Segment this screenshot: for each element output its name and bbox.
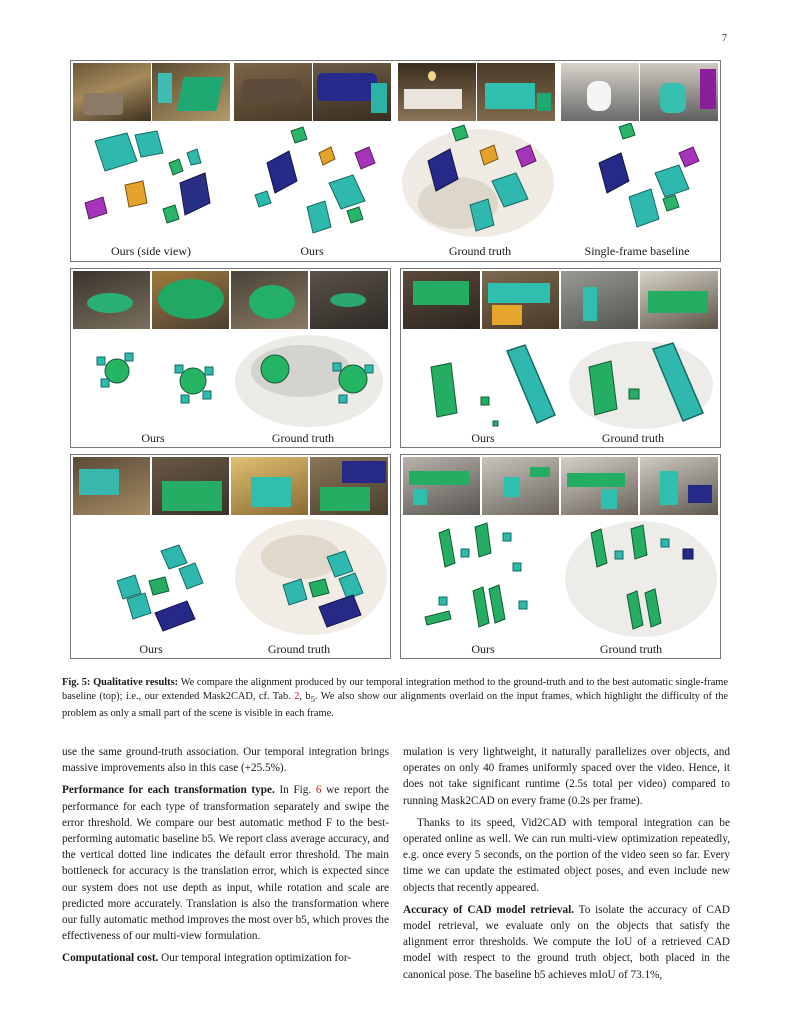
- input-frame-photo: [73, 457, 150, 515]
- table-reference-link[interactable]: 2: [294, 691, 300, 703]
- input-frame-photo: [561, 457, 638, 515]
- panel-label: Ours: [471, 642, 495, 656]
- input-frame-photo: [231, 271, 308, 329]
- panel-label: Ours: [141, 431, 165, 445]
- input-frame-photo: [152, 457, 229, 515]
- caption-text: , b: [299, 691, 311, 703]
- panel-label: Ground truth: [601, 431, 665, 445]
- input-frame-photo: [152, 271, 229, 329]
- paragraph-text: In Fig.: [274, 784, 316, 797]
- panel-label: Ours: [471, 431, 495, 445]
- paragraph-text: we report the performance for each type of transformation separately and swipe the error threshold. We compare our best automatic method F to the best-performing automatic baseline b5. We report class average accuracy, and the vertical dotted line indicates the default error threshold. The main bottleneck for accuracy is the translation error, which is expected since our system does not use depth as input, while rotation and scale are predicted more accurately. Translation is also the transformation where our fully automatic method improves the most over b5, which proves the effectiveness of our multi-view formulation.: [62, 784, 389, 943]
- reconstruction-render: [409, 519, 559, 639]
- figure-panel-top: [70, 60, 721, 262]
- page-number: 7: [722, 33, 727, 44]
- input-frame-photo: [313, 63, 391, 121]
- paragraph-text: Our temporal integration optimization for-: [158, 952, 352, 965]
- input-frame-photo: [482, 271, 559, 329]
- reconstruction-render: [398, 123, 558, 241]
- paragraph-text: To isolate the accuracy of CAD model retrieval, we evaluate only on the objects that satisfy the alignment error thresholds. We compute the IoU of a retrieved CAD model with respect to the ground truth object, both placed in the canonical pose. The baseline b5 achieves mIoU of 73.1%,: [403, 903, 731, 981]
- input-frame-photo: [231, 457, 308, 515]
- input-frame-photo: [73, 271, 150, 329]
- panel-label: Ground truth: [599, 642, 663, 656]
- paragraph: mulation is very lightweight, it naturally parallelizes over objects, and operates on only 40 frames uniformly spaced over the video. Hence, it does not take significant runtime (2.5s total per video) compared to running Mask2CAD on every frame (0.2s per frame).: [403, 746, 730, 807]
- reconstruction-render: [561, 517, 717, 641]
- input-frame-photo: [234, 63, 312, 121]
- panel-label: Ground truth: [448, 244, 512, 258]
- input-frame-photo: [310, 271, 388, 329]
- body-column-right: [403, 744, 730, 989]
- paragraph-heading: Computational cost.: [62, 952, 159, 965]
- input-frame-photo: [477, 63, 555, 121]
- paragraph: [62, 950, 389, 966]
- reconstruction-render: [75, 331, 225, 435]
- panel-label: Ours: [300, 244, 324, 258]
- body-column-left: [62, 744, 389, 973]
- panel-label: Ground truth: [271, 431, 335, 445]
- panel-label: Ours: [139, 642, 163, 656]
- reconstruction-render: [237, 123, 397, 241]
- panel-label: Ours (side view): [111, 244, 191, 258]
- input-frame-photo: [640, 457, 718, 515]
- paragraph: [403, 902, 730, 983]
- figure-panel-bottom-left: [70, 454, 391, 659]
- paragraph: [62, 782, 389, 944]
- input-frame-photo: [561, 271, 638, 329]
- input-frame-photo: [398, 63, 476, 121]
- reconstruction-render: [231, 331, 387, 435]
- figure-panel-middle-right: [400, 268, 721, 448]
- reconstruction-render: [563, 331, 719, 435]
- figure-panel-bottom-right: [400, 454, 721, 659]
- reconstruction-render: [91, 535, 231, 639]
- figure-caption: [62, 676, 728, 721]
- input-frame-photo: [561, 63, 639, 121]
- figure-reference-link[interactable]: 6: [315, 784, 322, 797]
- input-frame-photo: [403, 457, 480, 515]
- panel-label: Single-frame baseline: [584, 244, 690, 258]
- caption-subscript: 5: [310, 694, 315, 705]
- panel-label: Ground truth: [267, 642, 331, 656]
- input-frame-photo: [482, 457, 559, 515]
- caption-lead: Fig. 5: Qualitative results:: [62, 677, 179, 688]
- paragraph: Thanks to its speed, Vid2CAD with temporal integration can be operated online as well. We can run multi-view optimization repeatedly, e.g. once every 5 seconds, on the portion of the video seen so far. Every time we can update the estimated object poses, and even include new objects that recently appeared.: [403, 816, 730, 894]
- input-frame-photo: [640, 271, 718, 329]
- paragraph-heading: Performance for each transformation type.: [62, 784, 275, 797]
- reconstruction-render: [75, 123, 235, 241]
- input-frame-photo: [73, 63, 151, 121]
- paragraph: use the same ground-truth association. Our temporal integration brings massive improvements also in this case (+25.5%).: [62, 746, 389, 775]
- input-frame-photo: [152, 63, 230, 121]
- reconstruction-render: [559, 123, 719, 241]
- caption-text: . We also show our alignments overlaid on the input frames, which highlight the difficulty of the problem as only a small part of the scene is visible in each frame.: [62, 691, 729, 719]
- input-frame-photo: [310, 457, 388, 515]
- input-frame-photo: [403, 271, 480, 329]
- input-frame-photo: [640, 63, 718, 121]
- caption-text: We compare the alignment produced by our temporal integration method to the ground-truth and to the best automatic single-frame baseline (top); i.e., our extended Mask2CAD, cf. Tab.: [62, 677, 729, 703]
- reconstruction-render: [231, 517, 387, 641]
- reconstruction-render: [407, 335, 557, 435]
- paragraph-heading: Accuracy of CAD model retrieval.: [403, 903, 575, 916]
- figure-panel-middle-left: [70, 268, 391, 448]
